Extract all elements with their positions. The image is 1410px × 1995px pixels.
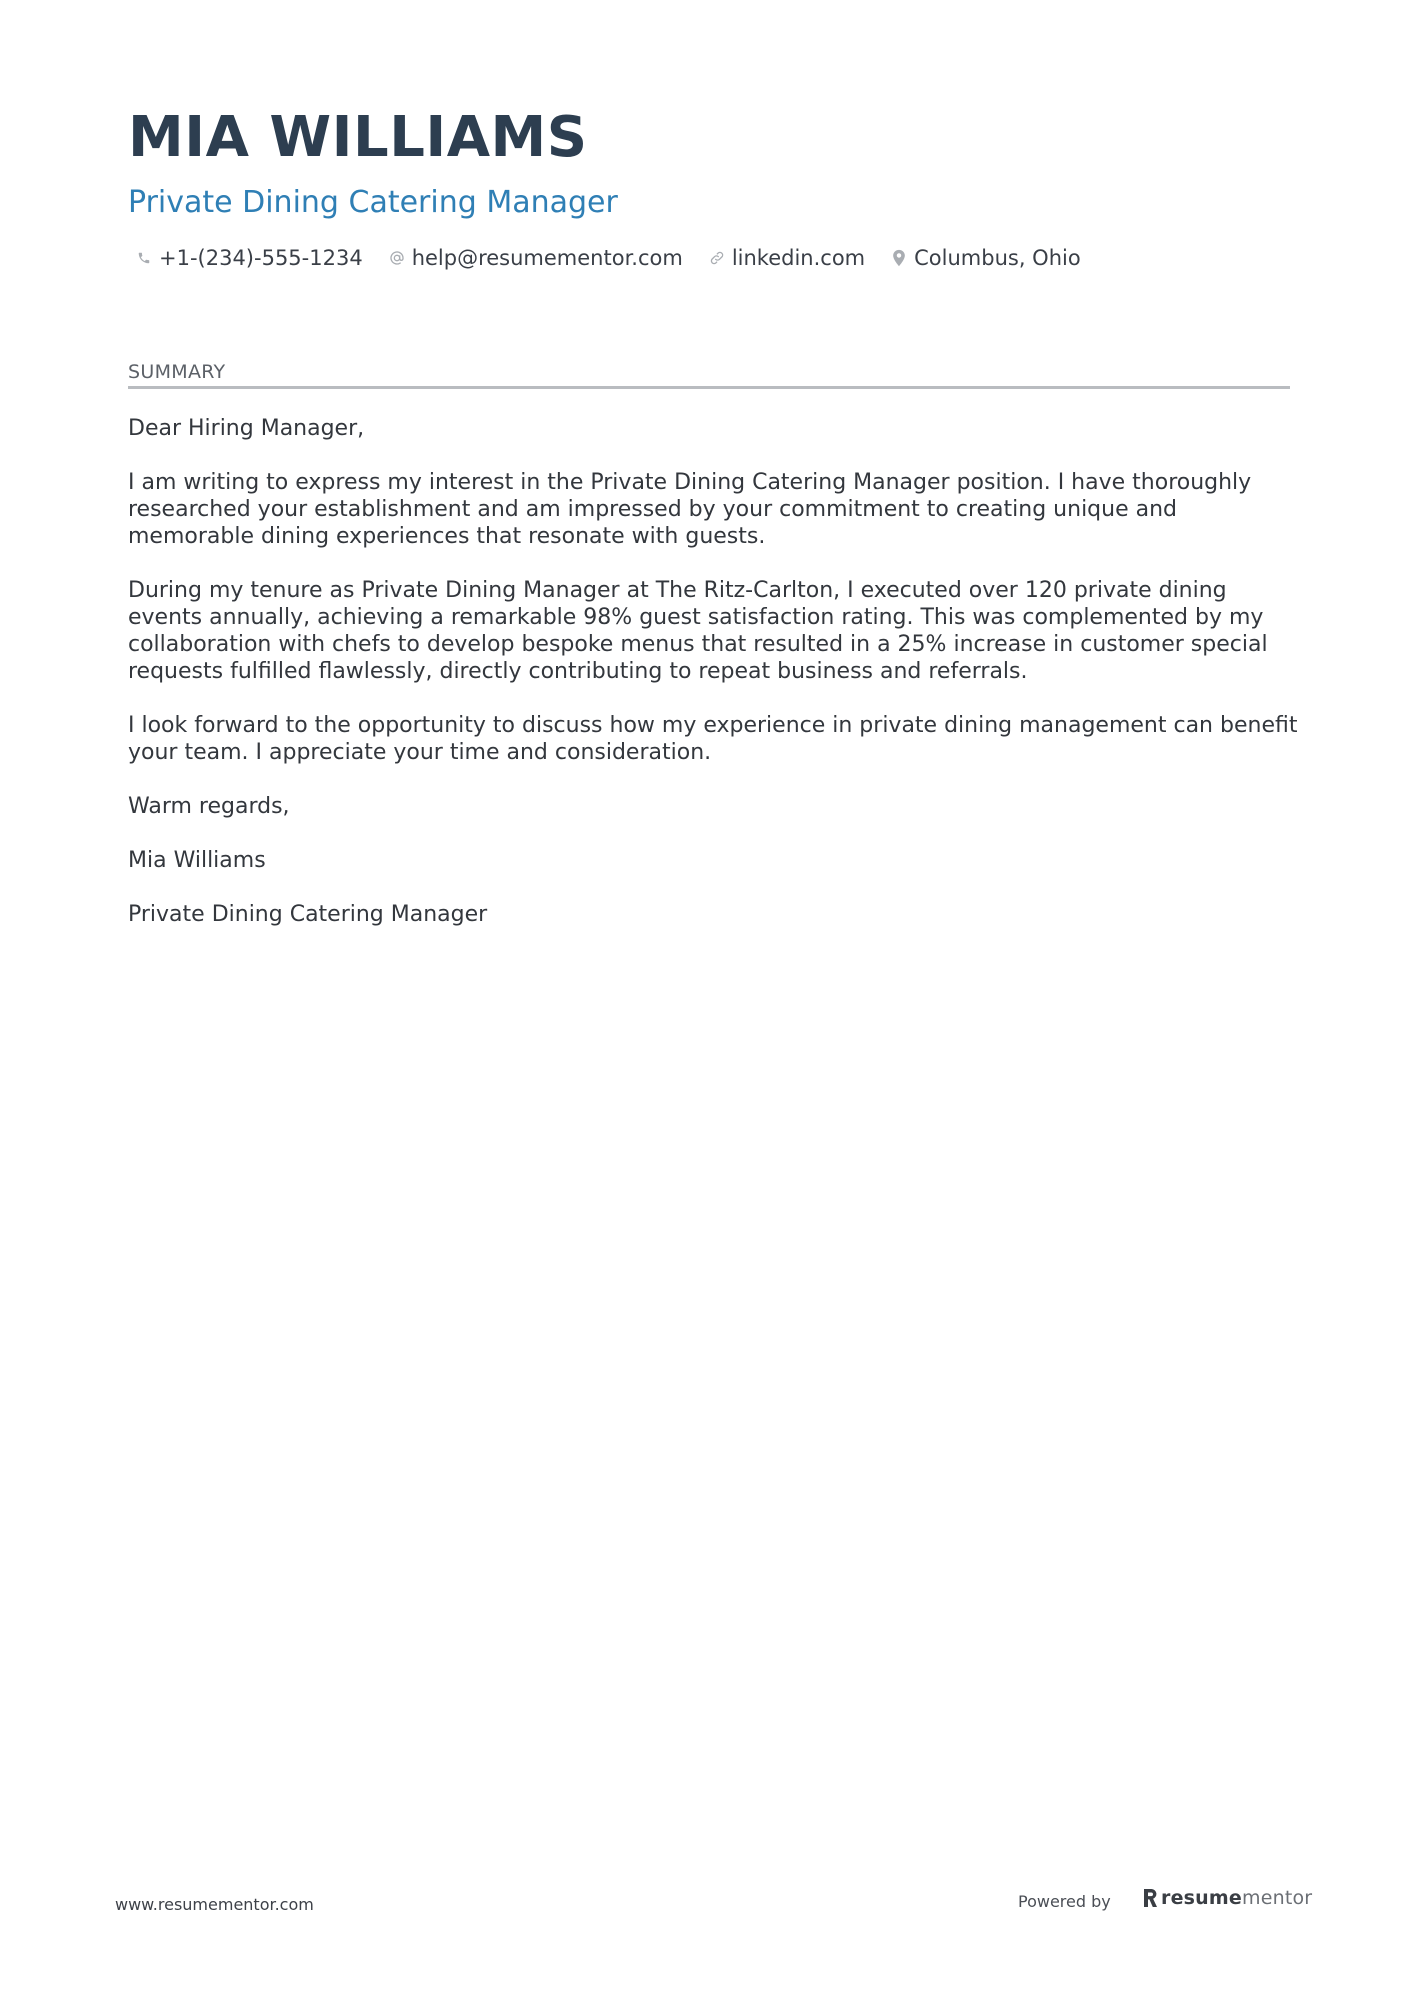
contact-phone[interactable] [136,246,363,270]
letter-paragraph: I look forward to the opportunity to discuss how my experience in private dining management can benefit your team. I appreciate your time and consideration. [128,713,1298,765]
section-divider [128,386,1290,389]
contact-location [891,246,1081,270]
website-text: linkedin.com [731,246,866,270]
summary-heading: SUMMARY [128,361,226,383]
signature-title: Private Dining Catering Manager [128,902,488,927]
footer-url[interactable]: www.resumementor.com [115,1895,314,1914]
contact-email[interactable] [389,246,683,270]
phone-text: +1-(234)-555-1234 [159,246,363,270]
letter-paragraph: During my tenure as Private Dining Manager at The Ritz-Carlton, I executed over 120 private dining events annually, achieving a remarkable 98% guest satisfaction rating. This was complemented by my collaboration with chefs to develop bespoke menus that resulted in a 25% increase in customer special requests fulfilled flawlessly, directly contributing to repeat business and referrals. [128,578,1268,684]
signature-name: Mia Williams [128,848,266,873]
candidate-title: Private Dining Catering Manager [128,185,618,220]
resumementor-logo-icon [1142,1887,1158,1909]
brand-name-part2: mentor [1241,1887,1313,1909]
letter-paragraph: I am writing to express my interest in the Private Dining Catering Manager position. I have thoroughly researched your establishment and am impressed by your commitment to creating unique and memorable dining experiences that resonate with guests. [128,470,1252,549]
email-text: help@resumementor.com [411,246,683,270]
candidate-name: MIA WILLIAMS [128,105,588,170]
location-text: Columbus, Ohio [914,246,1081,270]
contact-website[interactable] [709,246,865,270]
brand-logo[interactable] [1142,1887,1312,1909]
salutation: Dear Hiring Manager, [128,416,365,441]
contact-bar [136,246,1107,270]
closing: Warm regards, [128,794,290,819]
location-pin-icon [891,248,907,268]
link-icon [709,248,725,268]
at-icon [389,248,405,268]
letter-body [128,415,1298,955]
phone-icon [136,248,152,268]
brand-name-part1: resume [1161,1887,1242,1909]
powered-by-label: Powered by [1018,1892,1111,1911]
